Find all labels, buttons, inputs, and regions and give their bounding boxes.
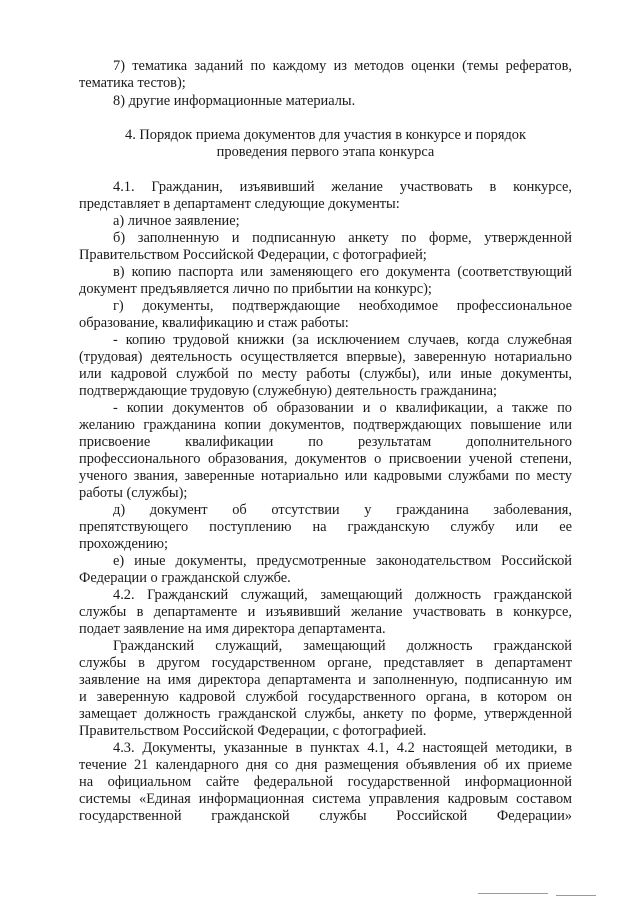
paragraph-4-3-line: течение 21 календарного дня со дня размещения объявления об их приеме	[79, 757, 572, 773]
section-heading-line-2: проведения первого этапа конкурса	[216, 144, 435, 160]
paragraph-4-2-line: подает заявление на имя директора департамента.	[79, 621, 386, 637]
sub-item-work-book: - копию трудовой книжки (за исключением случаев, когда служебная	[113, 332, 572, 348]
paragraph-4-2: 4.2. Гражданский служащий, замещающий должность гражданской	[113, 587, 572, 603]
paragraph-civil-servant-line: заявление на имя директора департамента и заполненную, подписанную им	[79, 672, 572, 688]
paragraph-4-1-line: представляет в департамент следующие документы:	[79, 196, 400, 212]
sub-item-education-line: присвоение квалификации по результатам дополнительного	[79, 434, 572, 450]
paragraph-civil-servant-line: Правительством Российской Федерации, с фотографией.	[79, 723, 427, 739]
doc-item-a: а) личное заявление;	[113, 213, 240, 229]
doc-item-d-line: препятствующего поступлению на гражданскую службу или ее	[79, 519, 572, 535]
list-item-7: 7) тематика заданий по каждому из методов оценки (темы рефератов,	[113, 58, 572, 74]
doc-item-d-line: прохождению;	[79, 536, 169, 552]
doc-item-e: е) иные документы, предусмотренные законодательством Российской	[113, 553, 572, 569]
sub-item-education-line: ученого звания, заверенные нотариально или кадровыми службами по месту	[79, 468, 572, 484]
paragraph-4-1: 4.1. Гражданин, изъявивший желание участвовать в конкурсе,	[113, 179, 572, 195]
paragraph-civil-servant-line: замещает должность гражданской службы, анкету по форме, утвержденной	[79, 706, 572, 722]
doc-item-v-line: документ предъявляется лично по прибытии на конкурс);	[79, 281, 432, 297]
sub-item-education-line: работы (службы);	[79, 485, 188, 501]
doc-item-b: б) заполненную и подписанную анкету по форме, утвержденной	[113, 230, 572, 246]
sub-item-work-book-line: подтверждающие трудовую (служебную) деятельность гражданина;	[79, 383, 498, 399]
paragraph-civil-servant-line: и заверенную кадровой службой государственного органа, в котором он	[79, 689, 572, 705]
paragraph-4-3-line: на официальном сайте федеральной государственной информационной	[79, 774, 572, 790]
doc-item-v: в) копию паспорта или заменяющего его документа (соответствующий	[113, 264, 572, 280]
doc-item-e-line: Федерации о гражданской службе.	[79, 570, 291, 586]
sub-item-education-line: желанию гражданина копии документов, подтверждающих повышение или	[79, 417, 572, 433]
paragraph-4-3-line: системы «Единая информационная система управления кадровым составом	[79, 791, 572, 807]
scan-artifact	[478, 893, 548, 894]
sub-item-education-line: профессионального образования, документов о присвоении ученой степени,	[79, 451, 572, 467]
paragraph-4-3: 4.3. Документы, указанные в пунктах 4.1, 4.2 настоящей методики, в	[113, 740, 572, 756]
sub-item-work-book-line: (трудовая) деятельность осуществляется впервые), заверенную нотариально	[79, 349, 572, 365]
doc-item-g-line: образование, квалификацию и стаж работы:	[79, 315, 349, 331]
scan-artifact	[556, 895, 596, 896]
paragraph-civil-servant-line: службы в другом государственном органе, представляет в департамент	[79, 655, 572, 671]
section-heading: 4. Порядок приема документов для участия в конкурсе и порядок	[125, 127, 526, 143]
paragraph-civil-servant: Гражданский служащий, замещающий должность гражданской	[113, 638, 572, 654]
sub-item-work-book-line: или кадровой службой по месту работы (службы), или иные документы,	[79, 366, 572, 382]
sub-item-education: - копии документов об образовании и о квалификации, а также по	[113, 400, 572, 416]
paragraph-4-3-line: государственной гражданской службы Российской Федерации»	[79, 808, 572, 824]
list-item-7-continuation: тематика тестов);	[79, 75, 186, 91]
doc-item-d: д) документ об отсутствии у гражданина заболевания,	[113, 502, 572, 518]
paragraph-4-2-line: службы в департаменте и изъявивший желание участвовать в конкурсе,	[79, 604, 572, 620]
list-item-8: 8) другие информационные материалы.	[113, 93, 356, 109]
doc-item-g: г) документы, подтверждающие необходимое профессиональное	[113, 298, 572, 314]
doc-item-b-line: Правительством Российской Федерации, с фотографией;	[79, 247, 427, 263]
